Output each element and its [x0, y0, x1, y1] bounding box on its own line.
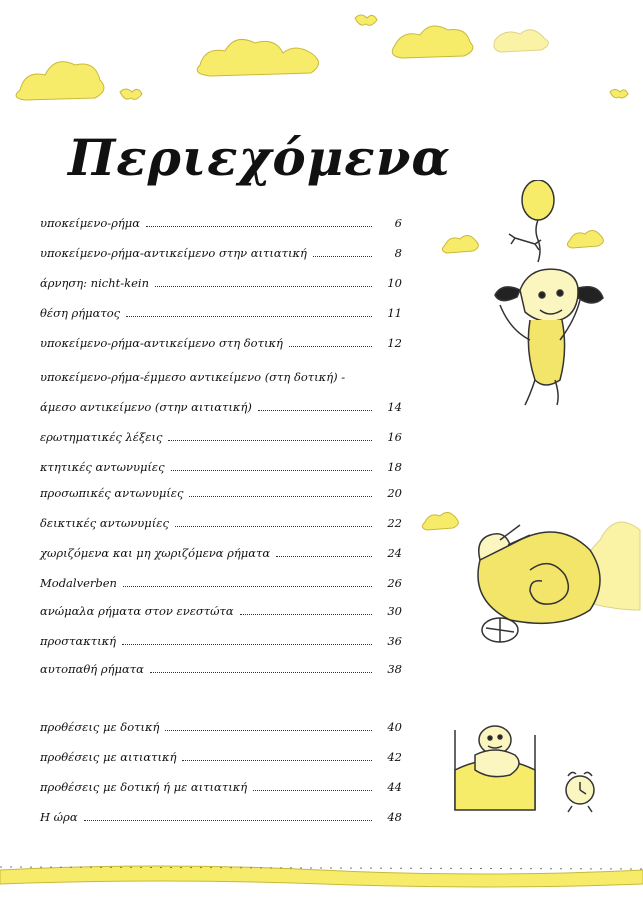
toc-entry-label: υποκείμενο-ρήμα-αντικείμενο στην αιτιατική [40, 246, 307, 260]
toc-leader-dots [171, 461, 372, 471]
toc-entry[interactable] [40, 336, 402, 354]
toc-entry-page: 18 [387, 460, 402, 474]
toc-entry[interactable] [40, 810, 402, 828]
toc-leader-dots [189, 487, 372, 497]
toc-entry-page: 6 [394, 216, 402, 230]
toc-entry-label: ερωτηματικές λέξεις [40, 430, 163, 444]
toc-entry-label: προστακτική [40, 634, 117, 648]
toc-entry-label: υποκείμενο-ρήμα-αντικείμενο στη δοτική [40, 336, 283, 350]
toc-entry-label: προθέσεις με αιτιατική [40, 750, 177, 764]
toc-leader-dots [168, 431, 372, 441]
page-title: Περιεχόμενα [68, 128, 451, 187]
toc-leader-dots [276, 547, 372, 557]
toc-leader-dots [175, 517, 372, 527]
toc-entry[interactable] [40, 604, 402, 622]
toc-entry-label: υποκείμενο-ρήμα [40, 216, 141, 230]
toc-leader-dots [146, 217, 372, 227]
toc-entry[interactable] [40, 246, 402, 264]
toc-leader-dots [123, 577, 372, 587]
toc-leader-dots [155, 277, 372, 287]
toc-entry-label: χωριζόμενα και μη χωριζόμενα ρήματα [40, 546, 271, 560]
toc-entry[interactable] [40, 400, 402, 418]
toc-entry-page: 38 [387, 662, 402, 676]
toc-entry[interactable] [40, 516, 402, 534]
toc-entry-page: 22 [387, 516, 402, 530]
toc-entry[interactable] [40, 720, 402, 738]
toc-leader-dots [122, 635, 372, 645]
toc-leader-dots [165, 721, 372, 731]
toc-entry-page: 10 [387, 276, 402, 290]
toc-entry[interactable] [40, 370, 402, 388]
toc-entry[interactable] [40, 276, 402, 294]
toc-entry-label: θέση ρήματος [40, 306, 121, 320]
toc-entry[interactable] [40, 750, 402, 768]
toc-entry-label: Η ώρα [40, 810, 78, 824]
dog-in-bed-icon [440, 710, 610, 820]
toc-entry-page: 11 [387, 306, 402, 320]
toc-leader-dots [126, 307, 372, 317]
toc-entry-label: δεικτικές αντωνυμίες [40, 516, 169, 530]
toc-entry-page: 24 [387, 546, 402, 560]
toc-entry-page: 20 [387, 486, 402, 500]
toc-entry[interactable] [40, 780, 402, 798]
toc-leader-dots [150, 663, 372, 673]
toc-entry-label: προθέσεις με δοτική ή με αιτιατική [40, 780, 248, 794]
toc-entry-page: 14 [387, 400, 402, 414]
toc-entry-label: άμεσο αντικείμενο (στην αιτιατική) [40, 400, 252, 414]
toc-entry-page: 36 [387, 634, 402, 648]
toc-entry[interactable] [40, 546, 402, 564]
snail-icon [420, 500, 642, 650]
toc-entry-page: 16 [387, 430, 402, 444]
toc-entry[interactable] [40, 430, 402, 448]
toc-leader-dots [84, 811, 372, 821]
toc-entry-label: Modalverben [40, 576, 117, 590]
toc-entry-page: 48 [387, 810, 402, 824]
toc-entry-page: 44 [387, 780, 402, 794]
toc-entry[interactable] [40, 576, 402, 594]
toc-entry[interactable] [40, 634, 402, 652]
dog-balloon-icon [430, 180, 610, 410]
toc-leader-dots [182, 751, 372, 761]
toc-entry-page: 42 [387, 750, 402, 764]
toc-leader-dots [253, 781, 372, 791]
ground-strip-icon [0, 852, 643, 892]
toc-entry-page: 40 [387, 720, 402, 734]
toc-entry-page: 26 [387, 576, 402, 590]
toc-entry[interactable] [40, 216, 402, 234]
toc-entry-label: αυτοπαθή ρήματα [40, 662, 144, 676]
toc-entry-label: ανώμαλα ρήματα στον ενεστώτα [40, 604, 234, 618]
toc-leader-dots [258, 401, 372, 411]
toc-leader-dots [240, 605, 372, 615]
toc-entry-label: άρνηση: nicht-kein [40, 276, 149, 290]
toc-entry-label: προσωπικές αντωνυμίες [40, 486, 184, 500]
cloud-icon [0, 0, 643, 130]
toc-entry-label: υποκείμενο-ρήμα-έμμεσο αντικείμενο (στη δοτική) - [40, 370, 346, 384]
toc-entry[interactable] [40, 460, 402, 478]
toc-entry-page: 8 [394, 246, 402, 260]
toc-entry[interactable] [40, 306, 402, 324]
toc-entry-label: κτητικές αντωνυμίες [40, 460, 165, 474]
toc-entry-page: 30 [387, 604, 402, 618]
toc-entry-label: προθέσεις με δοτική [40, 720, 160, 734]
toc-entry[interactable] [40, 486, 402, 504]
toc-leader-dots [289, 337, 372, 347]
toc-leader-dots [313, 247, 372, 257]
toc-entry-page: 12 [387, 336, 402, 350]
alarm-clock-icon [566, 772, 594, 812]
toc-entry[interactable] [40, 662, 402, 680]
